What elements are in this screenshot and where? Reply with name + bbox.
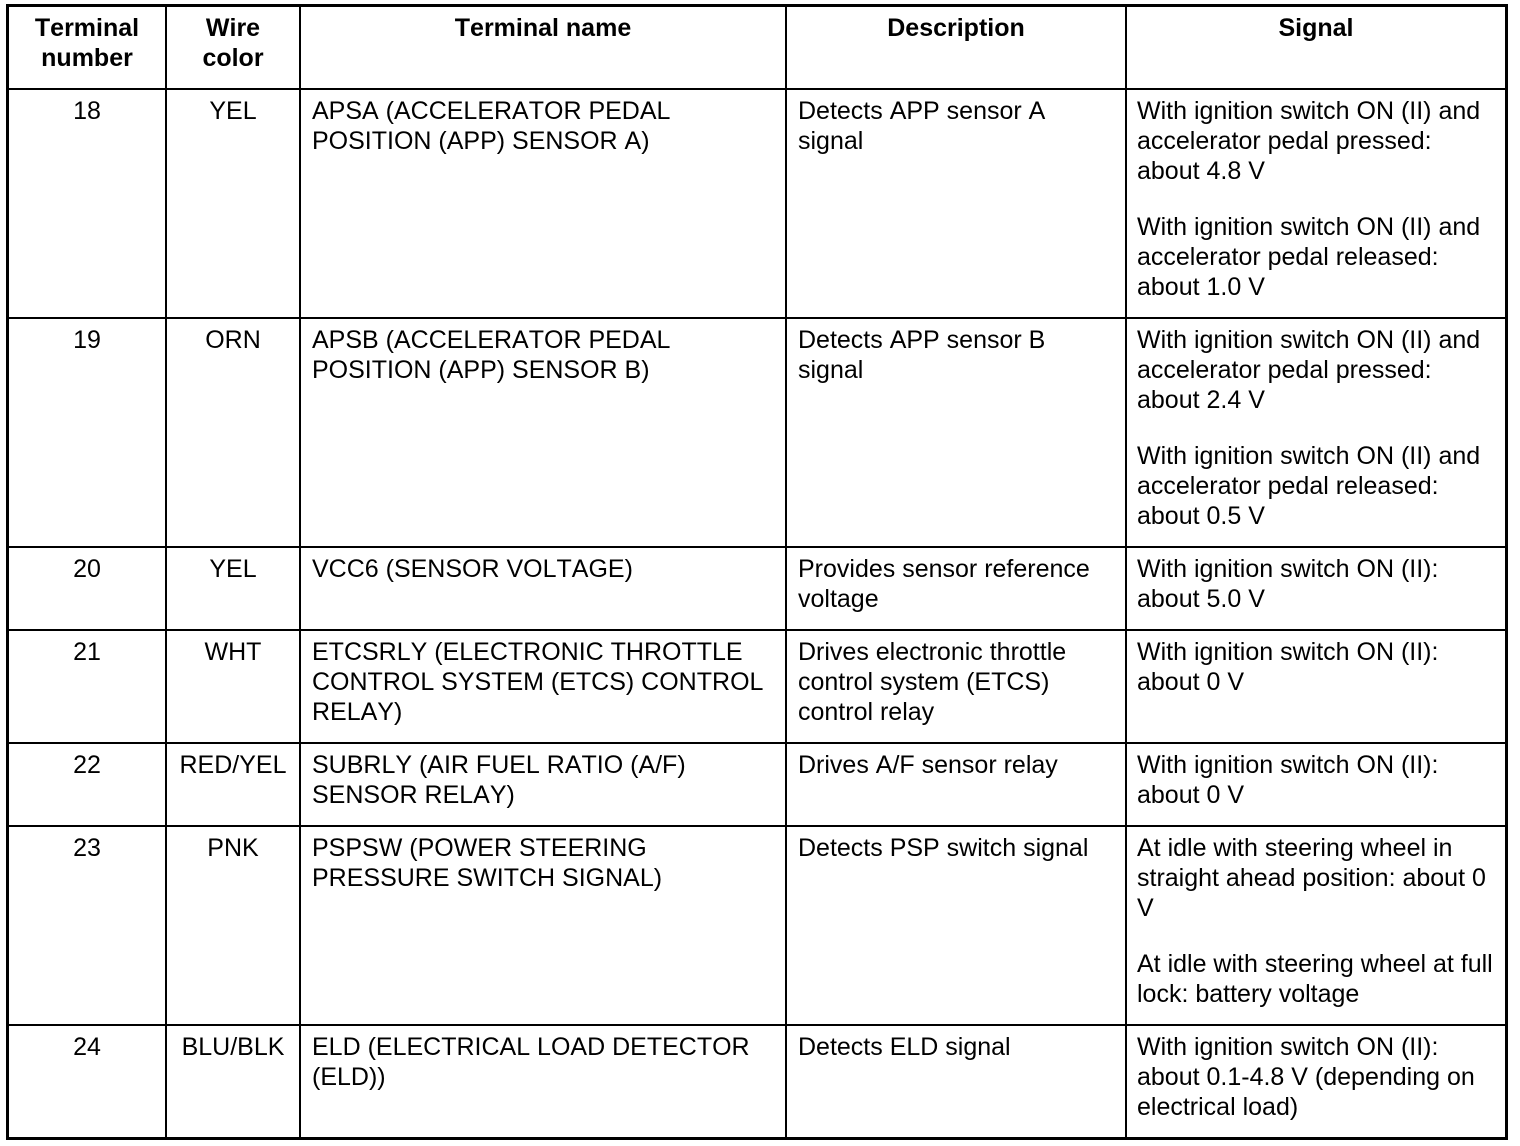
wire-color-text: YEL	[209, 555, 257, 583]
signal-cell	[1127, 1026, 1505, 1137]
signal-cell	[1127, 90, 1505, 319]
terminal-name-text: ETCSRLY (ELECTRONIC THROTTLE CONTROL SYSTEM (ETCS) CONTROL RELAY)	[312, 638, 764, 726]
signal-text: At idle with steering wheel at full lock: battery voltage	[1137, 950, 1493, 1008]
signal-cell	[1127, 827, 1505, 1026]
description-cell	[787, 90, 1127, 319]
terminal-number-cell	[9, 631, 167, 744]
terminal-name-text: APSB (ACCELERATOR PEDAL POSITION (APP) SENSOR B)	[312, 326, 671, 384]
signal-cell	[1127, 631, 1505, 744]
terminal-number-text: 19	[73, 326, 101, 354]
description-text: Detects ELD signal	[798, 1033, 1011, 1061]
header-terminal-name: Terminal name	[301, 7, 787, 90]
description-text: Detects APP sensor B signal	[798, 326, 1046, 384]
signal-text: With ignition switch ON (II): about 0 V	[1137, 638, 1439, 696]
terminal-number-text: 23	[73, 834, 101, 862]
description-text: Drives electronic throttle control system (ETCS) control relay	[798, 638, 1067, 726]
terminal-number-text: 18	[73, 97, 101, 125]
terminal-name-text: SUBRLY (AIR FUEL RATIO (A/F) SENSOR RELAY)	[312, 751, 686, 809]
terminal-number-text: 22	[73, 751, 101, 779]
description-cell	[787, 827, 1127, 1026]
signal-text: With ignition switch ON (II) and accelerator pedal pressed: about 4.8 V	[1137, 97, 1481, 185]
terminal-number-cell	[9, 548, 167, 631]
wire-color-text: RED/YEL	[179, 751, 287, 779]
wire-color-text: YEL	[209, 97, 257, 125]
terminal-name-text: APSA (ACCELERATOR PEDAL POSITION (APP) SENSOR A)	[312, 97, 671, 155]
signal-text: At idle with steering wheel in straight ahead position: about 0 V	[1137, 834, 1486, 922]
description-text: Drives A/F sensor relay	[798, 751, 1058, 779]
description-cell	[787, 744, 1127, 827]
terminal-name-cell	[301, 548, 787, 631]
wire-color-cell	[167, 744, 301, 827]
signal-text: With ignition switch ON (II) and accelerator pedal released: about 1.0 V	[1137, 213, 1481, 301]
terminal-number-cell	[9, 827, 167, 1026]
wire-color-cell	[167, 631, 301, 744]
description-text: Provides sensor reference voltage	[798, 555, 1090, 613]
header-description: Description	[787, 7, 1127, 90]
description-text: Detects APP sensor A signal	[798, 97, 1046, 155]
signal-text: With ignition switch ON (II) and accelerator pedal released: about 0.5 V	[1137, 442, 1481, 530]
terminal-number-text: 24	[73, 1033, 101, 1061]
signal-cell	[1127, 319, 1505, 548]
description-cell	[787, 1026, 1127, 1137]
terminal-name-cell	[301, 631, 787, 744]
wire-color-text: ORN	[205, 326, 261, 354]
wire-color-cell	[167, 90, 301, 319]
description-text: Detects PSP switch signal	[798, 834, 1089, 862]
wire-color-text: WHT	[204, 638, 262, 666]
signal-cell	[1127, 548, 1505, 631]
wire-color-cell	[167, 548, 301, 631]
terminal-name-cell	[301, 90, 787, 319]
terminal-name-cell	[301, 319, 787, 548]
header-terminal-number: Terminal number	[9, 7, 167, 90]
terminal-name-text: VCC6 (SENSOR VOLTAGE)	[312, 555, 633, 583]
signal-text: With ignition switch ON (II) and accelerator pedal pressed: about 2.4 V	[1137, 326, 1481, 414]
header-wire-color: Wire color	[167, 7, 301, 90]
wire-color-cell	[167, 1026, 301, 1137]
wire-color-text: BLU/BLK	[181, 1033, 285, 1061]
terminal-name-text: PSPSW (POWER STEERING PRESSURE SWITCH SIGNAL)	[312, 834, 663, 892]
signal-text: With ignition switch ON (II): about 0 V	[1137, 751, 1439, 809]
terminal-number-cell	[9, 1026, 167, 1137]
description-cell	[787, 319, 1127, 548]
terminal-number-text: 20	[73, 555, 101, 583]
signal-cell	[1127, 744, 1505, 827]
signal-text: With ignition switch ON (II): about 0.1-4.8 V (depending on electrical load)	[1137, 1033, 1475, 1121]
terminal-number-cell	[9, 90, 167, 319]
terminal-number-cell	[9, 744, 167, 827]
terminal-number-text: 21	[73, 638, 101, 666]
wire-color-text: PNK	[207, 834, 259, 862]
terminal-number-cell	[9, 319, 167, 548]
signal-text: With ignition switch ON (II): about 5.0 V	[1137, 555, 1439, 613]
terminal-name-text: ELD (ELECTRICAL LOAD DETECTOR (ELD))	[312, 1033, 750, 1091]
terminal-name-cell	[301, 744, 787, 827]
terminal-name-cell	[301, 1026, 787, 1137]
wire-color-cell	[167, 319, 301, 548]
wire-color-cell	[167, 827, 301, 1026]
terminal-table	[6, 4, 1508, 1140]
terminal-name-cell	[301, 827, 787, 1026]
description-cell	[787, 631, 1127, 744]
description-cell	[787, 548, 1127, 631]
header-signal: Signal	[1127, 7, 1505, 90]
